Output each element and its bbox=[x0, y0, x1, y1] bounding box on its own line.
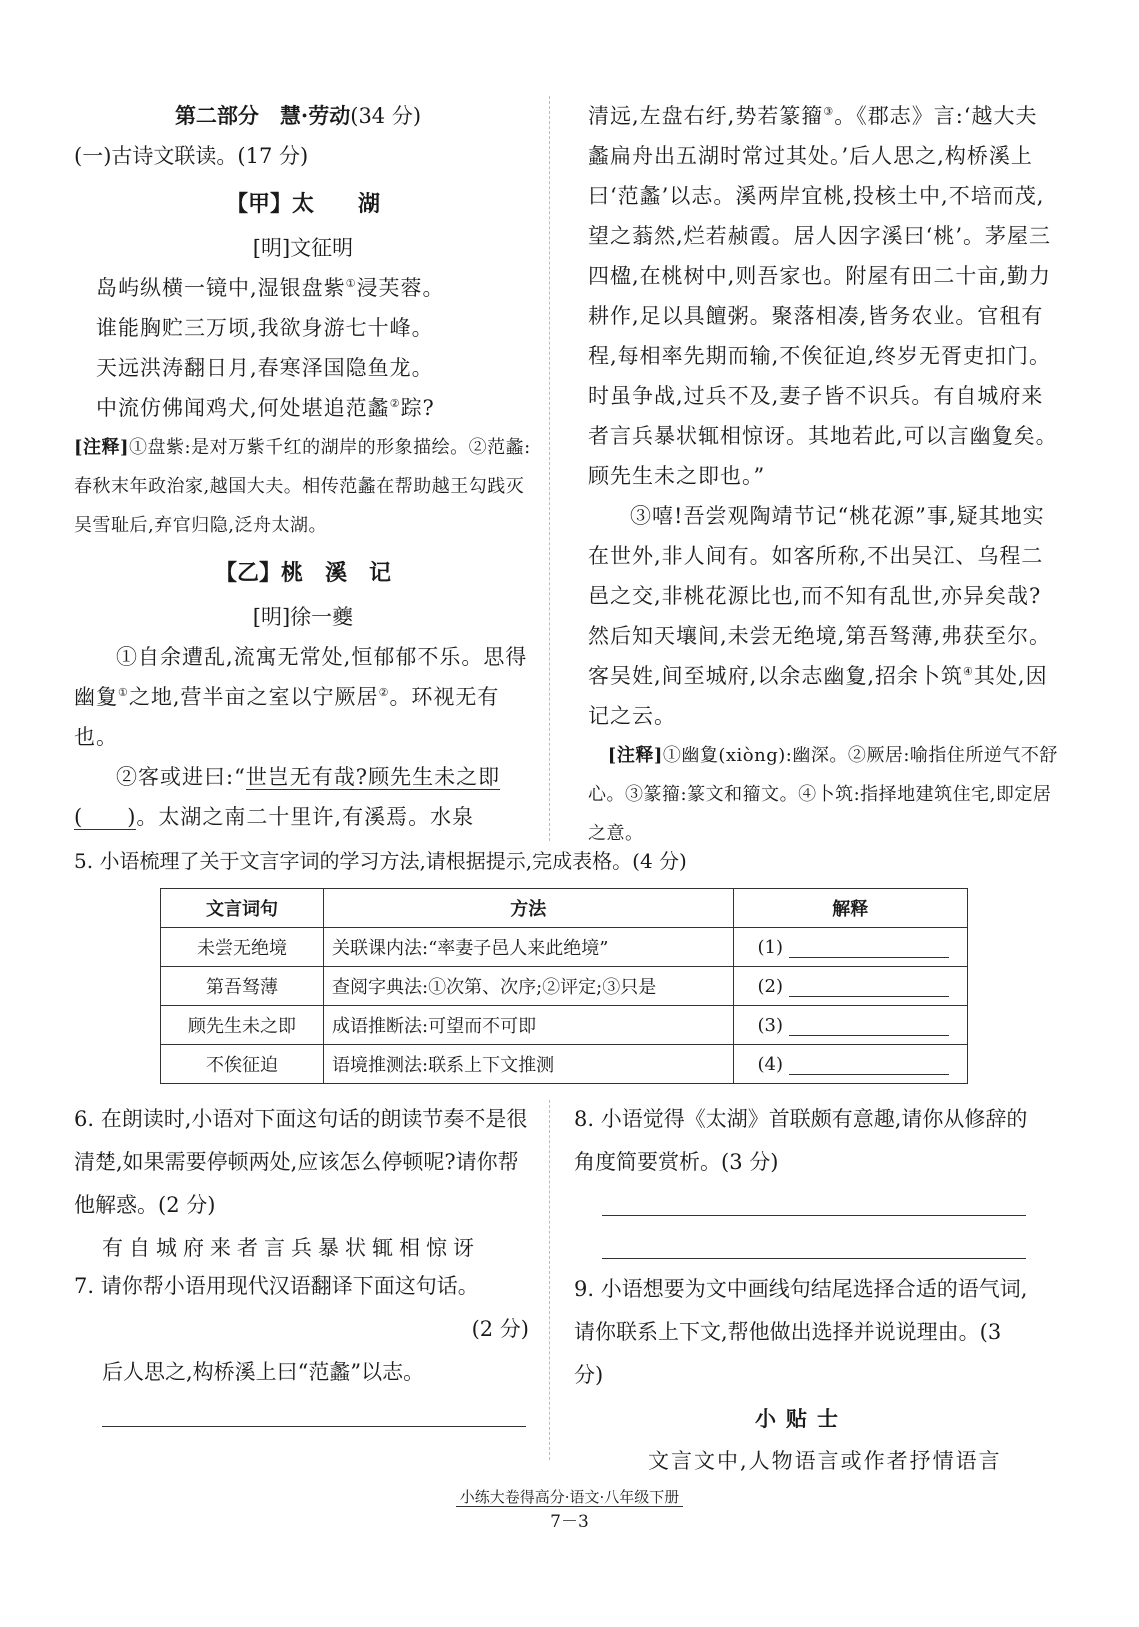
blank-number: (2) bbox=[757, 975, 784, 997]
poem-a-note bbox=[74, 428, 532, 545]
answer-blank[interactable] bbox=[789, 976, 949, 997]
phrase-cell: 顾先生未之即 bbox=[161, 1006, 324, 1045]
paragraph-text: ③嘻!吾尝观陶靖节记“桃花源”事,疑其地实在世外,非人间有。如客所称,不出吴江、乌程二邑之交,非桃花源比也,而不知有乱世,亦异矣哉?然后知天壤间,未尝无绝境,第吾驽薄,弗获至尔。客吴姓,间至城府,以余志幽夐,招余卜筑 bbox=[588, 504, 1052, 688]
answer-line[interactable] bbox=[102, 1426, 526, 1427]
paragraph-text: 之地,营半亩之室以宁厥居 bbox=[128, 685, 379, 709]
question-9-prompt: 9. 小语想要为文中画线句结尾选择合适的语气词,请你联系上下文,帮他做出选择并说说理由。(3 分) bbox=[574, 1277, 1028, 1387]
paragraph-2-cont bbox=[588, 96, 1058, 496]
question-9 bbox=[574, 1268, 1029, 1483]
question-8 bbox=[574, 1098, 1029, 1184]
answer-cell[interactable] bbox=[733, 1045, 967, 1084]
phrase-cell: 第吾驽薄 bbox=[161, 967, 324, 1006]
note-text: ①幽夐(xiòng):幽深。②厥居:喻指住所逆气不舒心。③篆籀:篆文和籀文。④卜筑:指择地建筑住宅,即定居之意。 bbox=[588, 745, 1058, 844]
table-row bbox=[161, 928, 968, 967]
right-column bbox=[588, 96, 1058, 853]
footnote-marker: ② bbox=[389, 397, 401, 410]
column-divider bbox=[549, 96, 550, 841]
answer-blank[interactable] bbox=[789, 1015, 949, 1036]
footnote-marker: ③ bbox=[823, 105, 835, 118]
question-6-prompt: 6. 在朗读时,小语对下面这句话的朗读节奏不是很清楚,如果需要停顿两处,应该怎么停顿呢?请你帮他解惑。(2 分) bbox=[74, 1107, 528, 1217]
method-cell: 查阅字典法:①次第、次序;②评定;③只是 bbox=[324, 967, 734, 1006]
phrase-cell: 未尝无绝境 bbox=[161, 928, 324, 967]
phrase-cell: 不俟征迫 bbox=[161, 1045, 324, 1084]
question-6-sentence: 有自城府来者言兵暴状辄相惊讶 bbox=[102, 1236, 480, 1260]
footnote-marker: ④ bbox=[963, 665, 974, 678]
blank-number: (3) bbox=[757, 1014, 784, 1036]
table-row bbox=[161, 1045, 968, 1084]
poem-line bbox=[74, 388, 532, 428]
note-label: [注释] bbox=[607, 745, 663, 766]
footnote-marker: ① bbox=[345, 277, 357, 290]
paragraph-text: 。环视无有也。 bbox=[74, 685, 500, 749]
question-5-prompt: 5. 小语梳理了关于文言字词的学习方法,请根据提示,完成表格。(4 分) bbox=[74, 849, 687, 873]
question-6 bbox=[74, 1098, 529, 1270]
question-7-sentence: 后人思之,构桥溪上曰“范蠡”以志。 bbox=[102, 1360, 425, 1384]
part-score: (34 分) bbox=[350, 104, 422, 128]
paragraph-text bbox=[588, 104, 1058, 488]
paragraph-text: ②客或进曰:“ bbox=[116, 765, 246, 789]
part-title-text: 第二部分 慧·劳动 bbox=[174, 103, 351, 128]
footer-series bbox=[0, 1486, 1139, 1507]
poem-line: 天远洪涛翻日月,春寒泽国隐鱼龙。 bbox=[96, 356, 434, 380]
part-title bbox=[64, 96, 532, 136]
footnote-marker: ② bbox=[378, 686, 390, 699]
underlined-sentence: 世岂无有哉?顾先生未之即( ) bbox=[74, 765, 501, 829]
answer-cell[interactable] bbox=[733, 967, 967, 1006]
footnote-marker: ① bbox=[118, 686, 129, 699]
paragraph-2-start bbox=[74, 757, 532, 837]
table-row bbox=[161, 1006, 968, 1045]
table-row bbox=[161, 967, 968, 1006]
footer-series-text: 小练大卷得高分·语文·八年级下册 bbox=[456, 1488, 684, 1507]
answer-cell[interactable] bbox=[733, 1006, 967, 1045]
question-7-prompt: 7. 请你帮小语用现代汉语翻译下面这句话。 bbox=[74, 1274, 479, 1298]
method-cell: 关联课内法:“率妻子邑人来此绝境” bbox=[324, 928, 734, 967]
paragraph-text: 其处,因记之云。 bbox=[588, 664, 1048, 728]
column-header: 文言词句 bbox=[161, 889, 324, 928]
section-heading: (一)古诗文联读。(17 分) bbox=[74, 144, 309, 168]
blank-number: (4) bbox=[757, 1053, 784, 1075]
poem-a-title: 【甲】太 湖 bbox=[225, 191, 380, 217]
column-header: 解释 bbox=[733, 889, 967, 928]
question-8-prompt: 8. 小语觉得《太湖》首联颇有意趣,请你从修辞的角度简要赏析。(3 分) bbox=[574, 1107, 1028, 1174]
column-header: 方法 bbox=[324, 889, 734, 928]
poem-line-text: 岛屿纵横一镜中,湿银盘紫 bbox=[96, 276, 346, 300]
paragraph-text: 。《郡志》言:‘越大夫蠡扁舟出五湖时常过其处。’后人思之,构桥溪上曰‘范蠡’以志。溪两岸宜桃,投核土中,不培而茂,望之蓊然,烂若赪霞。居人因字溪曰‘桃’。茅屋三四楹,在桃树中,则吾家也。附屋有田二十亩,勤力耕作,足以具饘粥。聚落相凑,皆务农业。官租有程,每相率先期而输,不俟征迫,终岁无胥吏扣门。时虽争战,过兵不及,妻子皆不识兵。有自城府来者言兵暴状辄相惊讶。其地若此,可以言幽夐矣。顾先生未之即也。” bbox=[588, 104, 1058, 488]
vocab-table bbox=[160, 888, 968, 1084]
answer-blank[interactable] bbox=[789, 937, 949, 958]
paragraph-text: ①自余遭乱,流寓无常处,恒郁郁不乐。思得幽夐 bbox=[74, 645, 528, 709]
question-7 bbox=[74, 1265, 529, 1394]
poem-line-text: 浸芙蓉。 bbox=[356, 276, 445, 300]
prose-b-title: 【乙】桃 溪 记 bbox=[214, 560, 391, 586]
note-text: ①盘紫:是对万紫千红的湖岸的形象描绘。②范蠡:春秋末年政治家,越国大夫。相传范蠡在帮助越王勾践灭吴雪耻后,弃官归隐,泛舟太湖。 bbox=[74, 437, 531, 536]
column-divider bbox=[549, 1100, 550, 1460]
poem-line-text: 中流仿佛闻鸡犬,何处堪追范蠡 bbox=[96, 396, 390, 420]
answer-blank[interactable] bbox=[789, 1054, 949, 1075]
prose-b-note bbox=[588, 736, 1058, 853]
answer-line[interactable] bbox=[602, 1215, 1026, 1216]
tip-text: 文言文中,人物语言或作者抒情语言 bbox=[648, 1449, 1002, 1473]
method-cell: 成语推断法:可望而不可即 bbox=[324, 1006, 734, 1045]
poem-a-author: [明]文征明 bbox=[252, 236, 354, 260]
paragraph-1 bbox=[74, 637, 532, 757]
left-column bbox=[74, 96, 532, 837]
paragraph-text: 。太湖之南二十里许,有溪焉。水泉 bbox=[136, 805, 475, 829]
prose-b-author: [明]徐一夔 bbox=[252, 605, 354, 629]
page-number: 7－3 bbox=[550, 1512, 589, 1532]
answer-line[interactable] bbox=[602, 1258, 1026, 1259]
poem-line-text: 踪? bbox=[400, 396, 435, 420]
answer-cell[interactable] bbox=[733, 928, 967, 967]
method-cell: 语境推测法:联系上下文推测 bbox=[324, 1045, 734, 1084]
question-7-score: (2 分) bbox=[471, 1317, 529, 1341]
blank-number: (1) bbox=[757, 936, 784, 958]
paragraph-text: 清远,左盘右纡,势若篆籀 bbox=[588, 104, 824, 128]
tip-title: 小贴士 bbox=[755, 1406, 848, 1431]
poem-line: 谁能胸贮三万顷,我欲身游七十峰。 bbox=[96, 316, 434, 340]
table-header-row bbox=[161, 889, 968, 928]
note-label: [注释] bbox=[74, 437, 130, 458]
poem-line bbox=[74, 268, 532, 308]
paragraph-3 bbox=[588, 496, 1058, 736]
